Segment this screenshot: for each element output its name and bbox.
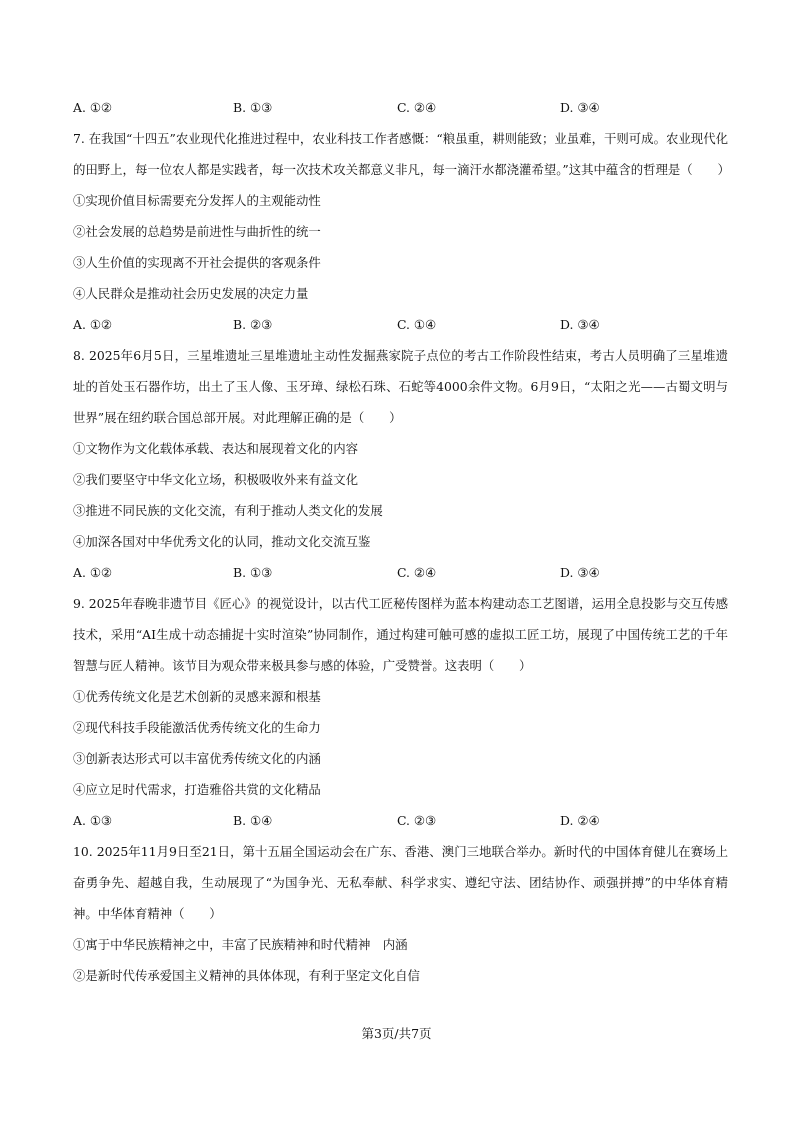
option-a: A. ①③	[73, 813, 113, 828]
statement-item: ①寓于中华民族精神之中，丰富了民族精神和时代精神 内涵	[73, 937, 408, 952]
question-stem: 7. 在我国“十四五”农业现代化推进过程中，农业科技工作者感慨：“粮虽重，耕则能致；业虽难，干则可成。农业现代化的田野上，每一位农人都是实践者，每一次技术攻关都意义非凡，每一滴汗水都浇灌希望。”这其中蕴含的哲理是（ ）	[73, 131, 730, 177]
question-stem: 8. 2025年6月5日，三星堆遗址三星堆遗址主动性发掘燕家院子点位的考古工作阶段性结束，考古人员明确了三星堆遗址的首处玉石器作坊，出土了玉人像、玉牙璋、绿松石珠、石蛇等4000余件文物。6月9日，“太阳之光——古蜀文明与世界”展在纽约联合国总部开展。对此理解正确的是（ ）	[73, 348, 728, 425]
question-options	[73, 309, 728, 340]
option-b: B. ①④	[233, 813, 273, 828]
option-c: C. ①④	[397, 317, 437, 332]
statement-item: ③人生价值的实现离不开社会提供的客观条件	[73, 255, 321, 270]
option-d: D. ②④	[560, 813, 600, 828]
statement-item: ④应立足时代需求，打造雅俗共赏的文化精品	[73, 782, 321, 797]
option-a: A. ①②	[73, 100, 113, 115]
statement-item: ①实现价值目标需要充分发挥人的主观能动性	[73, 193, 321, 208]
page-content	[73, 92, 728, 991]
question-7	[73, 123, 728, 340]
option-a: A. ①②	[73, 565, 113, 580]
statement-item: ①优秀传统文化是艺术创新的灵感来源和根基	[73, 689, 321, 704]
question-10	[73, 836, 728, 991]
statement-item: ②社会发展的总趋势是前进性与曲折性的统一	[73, 224, 321, 239]
question-6-options	[73, 92, 728, 123]
option-b: B. ①③	[233, 565, 273, 580]
option-b: B. ①③	[233, 100, 273, 115]
statement-item: ③创新表达形式可以丰富优秀传统文化的内涵	[73, 751, 321, 766]
question-options	[73, 557, 728, 588]
question-8	[73, 340, 728, 588]
option-c: C. ②④	[397, 100, 437, 115]
statement-item: ②现代科技手段能激活优秀传统文化的生命力	[73, 720, 321, 735]
option-d: D. ③④	[560, 100, 600, 115]
page-number: 第3页/共7页	[361, 1026, 432, 1041]
option-a: A. ①②	[73, 317, 113, 332]
question-stem: 9. 2025年春晚非遗节目《匠心》的视觉设计，以古代工匠秘传图样为蓝本构建动态工艺图谱，运用全息投影与交互传感技术，采用“AI生成十动态捕捉十实时渲染”协同制作，通过构建可触可感的虚拟工匠工坊，展现了中国传统工艺的千年智慧与匠人精神。该节目为观众带来极具参与感的体验，广受赞誉。这表明（ ）	[73, 596, 728, 673]
statement-item: ②是新时代传承爱国主义精神的具体体现，有利于坚定文化自信	[73, 968, 420, 983]
option-b: B. ②③	[233, 317, 273, 332]
question-options	[73, 805, 728, 836]
question-stem: 10. 2025年11月9日至21日，第十五届全国运动会在广东、香港、澳门三地联合举办。新时代的中国体育健儿在赛场上奋勇争先、超越自我，生动展现了“为国争光、无私奉献、科学求实、遵纪守法、团结协作、顽强拼搏”的中华体育精神。中华体育精神（ ）	[73, 844, 728, 921]
question-9	[73, 588, 728, 836]
option-c: C. ②④	[397, 565, 437, 580]
statement-item: ④人民群众是推动社会历史发展的决定力量	[73, 286, 309, 301]
statement-item: ②我们要坚守中华文化立场，积极吸收外来有益文化	[73, 472, 358, 487]
statement-item: ④加深各国对中华优秀文化的认同，推动文化交流互鉴	[73, 534, 371, 549]
option-c: C. ②③	[397, 813, 437, 828]
statement-item: ③推进不同民族的文化交流，有利于推动人类文化的发展	[73, 503, 383, 518]
option-d: D. ③④	[560, 565, 600, 580]
option-d: D. ③④	[560, 317, 600, 332]
statement-item: ①文物作为文化载体承载、表达和展现着文化的内容	[73, 441, 358, 456]
